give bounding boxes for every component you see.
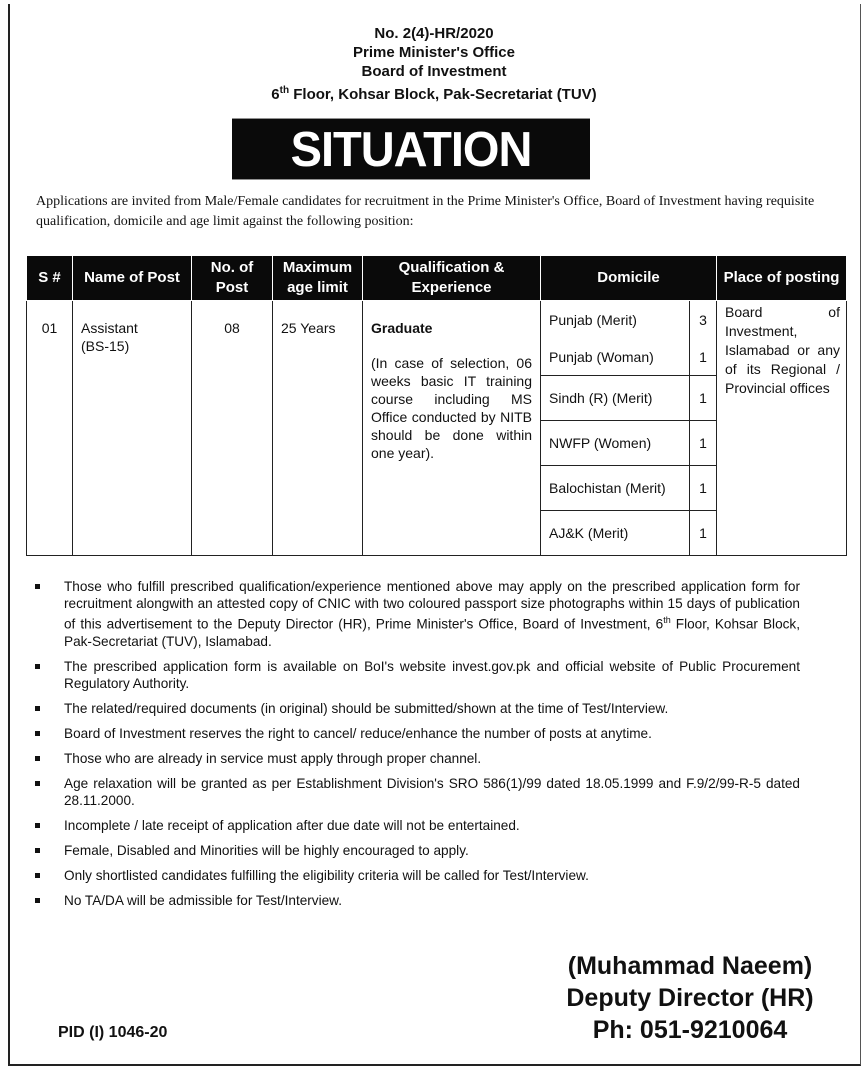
board-name: Board of Investment: [361, 63, 507, 80]
domicile-count: 1: [689, 338, 716, 375]
instructions-list: [30, 578, 800, 917]
cell-domicile: [541, 301, 717, 556]
address-floor-suffix: th: [279, 85, 290, 96]
list-item: [30, 867, 800, 884]
bullet-icon: [35, 823, 40, 828]
domicile-group-punjab: [541, 301, 716, 376]
instruction-text: Age relaxation will be granted as per Establishment Division's SRO 586(1)/99 dated 18.05.1999 and F.9/2/99-R-5 dated 28.11.2000.: [64, 775, 800, 808]
bullet-icon: [35, 756, 40, 761]
domicile-name: AJ&K (Merit): [549, 525, 629, 541]
qualification-note: (In case of selection, 06 weeks basic IT training course including MS Office conducted by NITB should be done within one year).: [371, 355, 532, 461]
header-domicile: Domicile: [541, 256, 717, 301]
list-item: [30, 700, 800, 717]
address-floor: 6: [271, 86, 280, 103]
list-item: [30, 658, 800, 692]
qualification-title: Graduate: [371, 320, 433, 336]
list-item: [30, 725, 800, 742]
qualification-value: [363, 301, 540, 462]
place-value: Board of Investment, Islamabad or any of its Regional / Provincial offices: [725, 304, 840, 396]
instruction-text: Incomplete / late receipt of application after due date will not be entertained.: [64, 817, 520, 833]
domicile-item: [541, 511, 716, 555]
situation-vacant-banner: SITUATION VACANT: [232, 119, 590, 180]
office-name: Prime Minister's Office: [353, 44, 515, 61]
domicile-name: NWFP (Women): [549, 435, 652, 451]
list-item: [30, 578, 800, 650]
table-header-row: [27, 256, 847, 301]
pid-number: PID (I) 1046-20: [58, 1024, 168, 1041]
signature-block: [540, 950, 840, 1046]
domicile-name: Punjab (Woman): [549, 348, 654, 365]
domicile-count: 1: [689, 421, 716, 465]
address-rest: Floor, Kohsar Block, Pak-Secretariat (TUV): [289, 86, 597, 103]
domicile-item: [541, 421, 716, 466]
signatory-name: (Muhammad Naeem): [567, 952, 813, 980]
cell-no-of-post: [192, 301, 273, 556]
instruction-text: No TA/DA will be admissible for Test/Interview.: [64, 892, 343, 908]
cell-age: [273, 301, 363, 556]
header-no-of-post: No. of Post: [192, 256, 273, 301]
list-item: [30, 892, 800, 909]
domicile-name: Sindh (R) (Merit): [549, 390, 653, 406]
bullet-icon: [35, 664, 40, 669]
instruction-text: Floor, Kohsar Block, Pak-Secretariat (TUV), Islamabad.: [64, 616, 801, 649]
vacancy-table: [26, 255, 847, 556]
instruction-text: The prescribed application form is available on BoI's website invest.gov.pk and official website of Public Procurement Regulatory Authority.: [64, 658, 800, 691]
signatory-title: Deputy Director (HR): [566, 984, 814, 1012]
header-post: Name of Post: [73, 256, 192, 301]
table-row: [27, 301, 847, 556]
header-age: Maximum age limit: [273, 256, 363, 301]
instruction-text: Those who fulfill prescribed qualification/experience mentioned above may apply on the prescribed application form for recruitment alongwith an attested copy of CNIC with two coloured passport size photographs within 15 days of publication of this advertisement to the Deputy Director (HR), Prime Minister's Office, Board of Investment, 6: [64, 579, 800, 632]
domicile-count: 1: [689, 376, 716, 420]
intro-paragraph: Applications are invited from Male/Female candidates for recruitment in the Prime Minister's Office, Board of Investment having requisite qualification, domicile and age limit against the following position:: [36, 194, 815, 229]
bullet-icon: [35, 848, 40, 853]
document-header: [0, 24, 868, 104]
domicile-name: Punjab (Merit): [549, 311, 637, 328]
cell-place: [717, 301, 847, 556]
post-value: [73, 301, 191, 355]
instruction-text: Those who are already in service must apply through proper channel.: [64, 750, 482, 766]
instruction-text: Board of Investment reserves the right to cancel/ reduce/enhance the number of posts at anytime.: [64, 725, 652, 741]
domicile-item: [541, 466, 716, 511]
sno-value: 01: [41, 320, 58, 336]
bullet-icon: [35, 584, 40, 589]
instruction-text: The related/required documents (in original) should be submitted/shown at the time of Test/Interview.: [64, 700, 669, 716]
cell-post: [73, 301, 192, 556]
list-item: [30, 817, 800, 834]
instruction-sup: th: [663, 615, 671, 625]
list-item: [30, 842, 800, 859]
bullet-icon: [35, 898, 40, 903]
domicile-name: Balochistan (Merit): [549, 480, 666, 496]
domicile-count: 3: [689, 301, 716, 338]
age-value: 25 Years: [281, 320, 336, 336]
instruction-text: Only shortlisted candidates fulfilling the eligibility criteria will be called for Test/Interview.: [64, 867, 589, 883]
bullet-icon: [35, 781, 40, 786]
domicile-count: 1: [689, 511, 716, 555]
signatory-phone: Ph: 051-9210064: [592, 1016, 788, 1044]
domicile-item: [541, 376, 716, 421]
bullet-icon: [35, 873, 40, 878]
list-item: [30, 750, 800, 767]
cell-sno: [27, 301, 73, 556]
domicile-item: [541, 301, 716, 338]
domicile-item: [541, 338, 716, 375]
bullet-icon: [35, 731, 40, 736]
no-of-post-value: 08: [224, 320, 240, 336]
header-qualification: Qualification & Experience: [363, 256, 541, 301]
post-name: Assistant: [81, 320, 138, 336]
domicile-count: 1: [689, 466, 716, 510]
cell-qualification: [363, 301, 541, 556]
post-scale: (BS-15): [81, 338, 130, 354]
office-address: [0, 81, 868, 104]
header-sno: S #: [27, 256, 73, 301]
instruction-text: Female, Disabled and Minorities will be highly encouraged to apply.: [64, 842, 469, 858]
reference-number: No. 2(4)-HR/2020: [374, 25, 494, 42]
bullet-icon: [35, 706, 40, 711]
header-place: Place of posting: [717, 256, 847, 301]
list-item: [30, 775, 800, 809]
